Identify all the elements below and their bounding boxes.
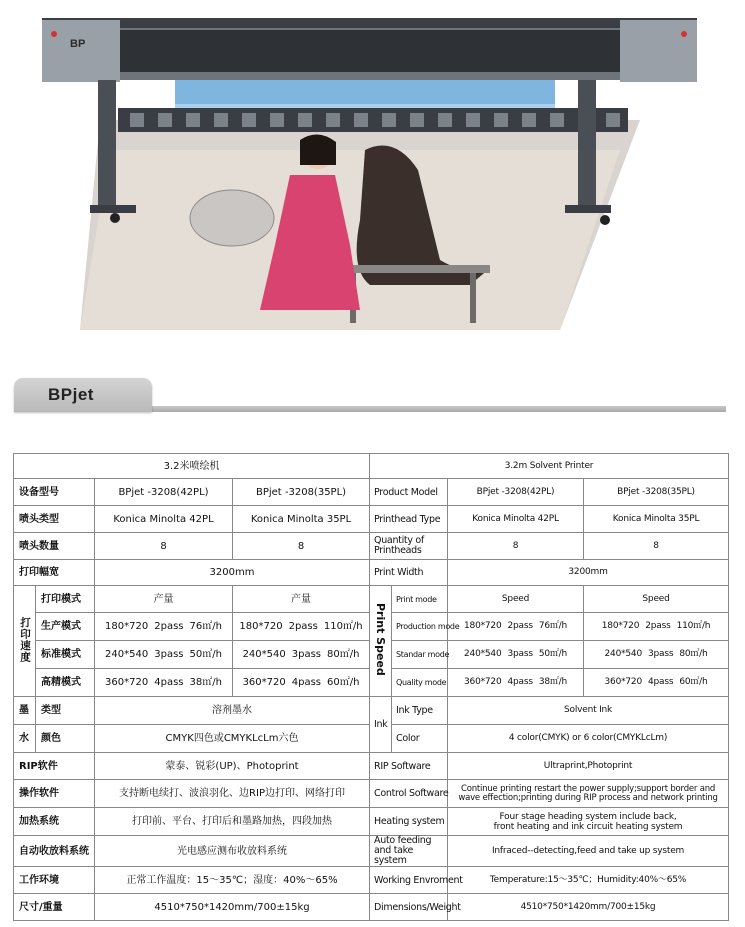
cn-rip-label: RIP软件 bbox=[14, 753, 95, 780]
table-title-row bbox=[14, 454, 729, 479]
en-width-label: Print Width bbox=[370, 560, 448, 586]
en-model-label: Product Model bbox=[370, 479, 448, 506]
cn-speed-a: 180*720 2pass 76㎡/h bbox=[95, 613, 233, 641]
cn-speed-a: 360*720 4pass 38㎡/h bbox=[95, 669, 233, 697]
cn-speed-b: 360*720 4pass 60㎡/h bbox=[233, 669, 370, 697]
cn-mode: 生产模式 bbox=[36, 613, 95, 641]
en-speed-a: Speed bbox=[448, 586, 584, 613]
en-rip-value: Ultraprint,Photoprint bbox=[448, 753, 729, 780]
cn-dim-value: 4510*750*1420mm/700±15kg bbox=[95, 894, 370, 921]
en-dim-value: 4510*750*1420mm/700±15kg bbox=[448, 894, 729, 921]
cn-output-a: 产量 bbox=[95, 586, 233, 613]
printed-basket bbox=[190, 190, 274, 246]
cn-width-label: 打印幅宽 bbox=[14, 560, 95, 586]
cn-heating-value: 打印前、平台、打印后和墨路加热，四段加热 bbox=[95, 808, 370, 836]
spec-table bbox=[13, 453, 729, 921]
cn-ink-color-label: 颜色 bbox=[36, 725, 95, 753]
en-speed-b: Speed bbox=[584, 586, 729, 613]
cn-feed-value: 光电感应测布收放料系统 bbox=[95, 836, 370, 867]
en-env-value: Temperature:15～35℃；Humidity:40%～65% bbox=[448, 867, 729, 894]
cn-env-label: 工作环境 bbox=[14, 867, 95, 894]
cn-mode: 标准模式 bbox=[36, 641, 95, 669]
cn-output-b: 产量 bbox=[233, 586, 370, 613]
cn-model-label: 设备型号 bbox=[14, 479, 95, 506]
cn-dim-label: 尺寸/重量 bbox=[14, 894, 95, 921]
speed-header-row bbox=[14, 586, 729, 613]
cn-mode: 高精模式 bbox=[36, 669, 95, 697]
printer-logo: BP bbox=[70, 38, 86, 50]
en-width-value: 3200mm bbox=[448, 560, 729, 586]
table-row bbox=[14, 506, 729, 533]
printer-product-photo bbox=[0, 0, 745, 345]
cn-rip-value: 蒙泰、锐彩(UP)、Photoprint bbox=[95, 753, 370, 780]
cn-feed-label: 自动收放料系统 bbox=[14, 836, 95, 867]
cn-ink-group-bottom: 水 bbox=[14, 725, 36, 753]
en-qty-label: Quantity of Printheads bbox=[370, 533, 448, 560]
en-head-b: Konica Minolta 35PL bbox=[584, 506, 729, 533]
table-row bbox=[14, 479, 729, 506]
en-speed-a: 180*720 2pass 76㎡/h bbox=[448, 613, 584, 641]
cn-table-title: 3.2米喷绘机 bbox=[14, 454, 370, 479]
cn-head-b: Konica Minolta 35PL bbox=[233, 506, 370, 533]
en-ink-group: Ink bbox=[370, 697, 392, 753]
en-feed-label: Auto feeding and take system bbox=[370, 836, 448, 867]
cn-ink-type-label: 类型 bbox=[36, 697, 95, 725]
en-speed-a: 360*720 4pass 38㎡/h bbox=[448, 669, 584, 697]
cn-qty-b: 8 bbox=[233, 533, 370, 560]
en-dim-label: Dimensions/Weight bbox=[370, 894, 448, 921]
en-rip-label: RIP Software bbox=[370, 753, 448, 780]
cn-qty-a: 8 bbox=[95, 533, 233, 560]
table-row bbox=[14, 894, 729, 921]
cn-speed-b: 180*720 2pass 110㎡/h bbox=[233, 613, 370, 641]
cn-ink-color-value: CMYK四色或CMYKLcLm六色 bbox=[95, 725, 370, 753]
en-head-label: Printhead Type bbox=[370, 506, 448, 533]
en-feed-value: Infraced--detecting,feed and take up system bbox=[448, 836, 729, 867]
en-env-label: Working Envroment bbox=[370, 867, 448, 894]
en-speed-b: 180*720 2pass 110㎡/h bbox=[584, 613, 729, 641]
cn-env-value: 正常工作温度：15～35℃；湿度：40%～65% bbox=[95, 867, 370, 894]
cn-ink-type-value: 溶剂墨水 bbox=[95, 697, 370, 725]
en-ink-color-value: 4 color(CMYK) or 6 color(CMYKLcLm) bbox=[448, 725, 729, 753]
en-control-value: Continue printing restart the power supply;support border and wave effection;printing during RIP process and network printing bbox=[448, 780, 729, 808]
cn-model-b: BPjet -3208(35PL) bbox=[233, 479, 370, 506]
cn-model-a: BPjet -3208(42PL) bbox=[95, 479, 233, 506]
cn-speed-a: 240*540 3pass 50㎡/h bbox=[95, 641, 233, 669]
en-mode: Production mode bbox=[392, 613, 448, 641]
en-ink-type-value: Solvent Ink bbox=[448, 697, 729, 725]
en-control-label: Control Software bbox=[370, 780, 448, 808]
cn-qty-label: 喷头数量 bbox=[14, 533, 95, 560]
en-mode: Standar mode bbox=[392, 641, 448, 669]
cn-heating-label: 加热系统 bbox=[14, 808, 95, 836]
en-speed-a: 240*540 3pass 50㎡/h bbox=[448, 641, 584, 669]
en-heating-label: Heating system bbox=[370, 808, 448, 836]
cn-mode-header: 打印模式 bbox=[36, 586, 95, 613]
en-table-title: 3.2m Solvent Printer bbox=[370, 454, 729, 479]
en-qty-b: 8 bbox=[584, 533, 729, 560]
en-ink-color-label: Color bbox=[392, 725, 448, 753]
cn-control-value: 支持断电续打、波浪羽化、边RIP边打印、网络打印 bbox=[95, 780, 370, 808]
ink-type-row bbox=[14, 697, 729, 725]
table-row bbox=[14, 867, 729, 894]
table-row bbox=[14, 753, 729, 780]
en-model-a: BPjet -3208(42PL) bbox=[448, 479, 584, 506]
en-heating-value: Four stage heading system include back, front heating and ink circuit heating system bbox=[448, 808, 729, 836]
table-row bbox=[14, 533, 729, 560]
en-speed-b: 360*720 4pass 60㎡/h bbox=[584, 669, 729, 697]
table-row bbox=[14, 780, 729, 808]
brand-title: BPjet bbox=[48, 385, 94, 404]
en-ink-type-label: Ink Type bbox=[392, 697, 448, 725]
table-row bbox=[14, 560, 729, 586]
table-row bbox=[14, 836, 729, 867]
cn-width-value: 3200mm bbox=[95, 560, 370, 586]
left-leg bbox=[98, 80, 116, 210]
en-mode-header: Print mode bbox=[392, 586, 448, 613]
en-mode: Quality mode bbox=[392, 669, 448, 697]
en-model-b: BPjet -3208(35PL) bbox=[584, 479, 729, 506]
cn-head-label: 喷头类型 bbox=[14, 506, 95, 533]
en-speed-b: 240*540 3pass 80㎡/h bbox=[584, 641, 729, 669]
en-head-a: Konica Minolta 42PL bbox=[448, 506, 584, 533]
cn-speed-b: 240*540 3pass 80㎡/h bbox=[233, 641, 370, 669]
cn-control-label: 操作软件 bbox=[14, 780, 95, 808]
right-leg bbox=[578, 80, 596, 210]
en-qty-a: 8 bbox=[448, 533, 584, 560]
cn-speed-group: 打印速度 bbox=[14, 586, 36, 697]
cn-ink-group-top: 墨 bbox=[14, 697, 36, 725]
left-housing bbox=[42, 20, 120, 82]
cn-head-a: Konica Minolta 42PL bbox=[95, 506, 233, 533]
en-speed-group: Print Speed bbox=[370, 586, 392, 697]
table-row bbox=[14, 808, 729, 836]
